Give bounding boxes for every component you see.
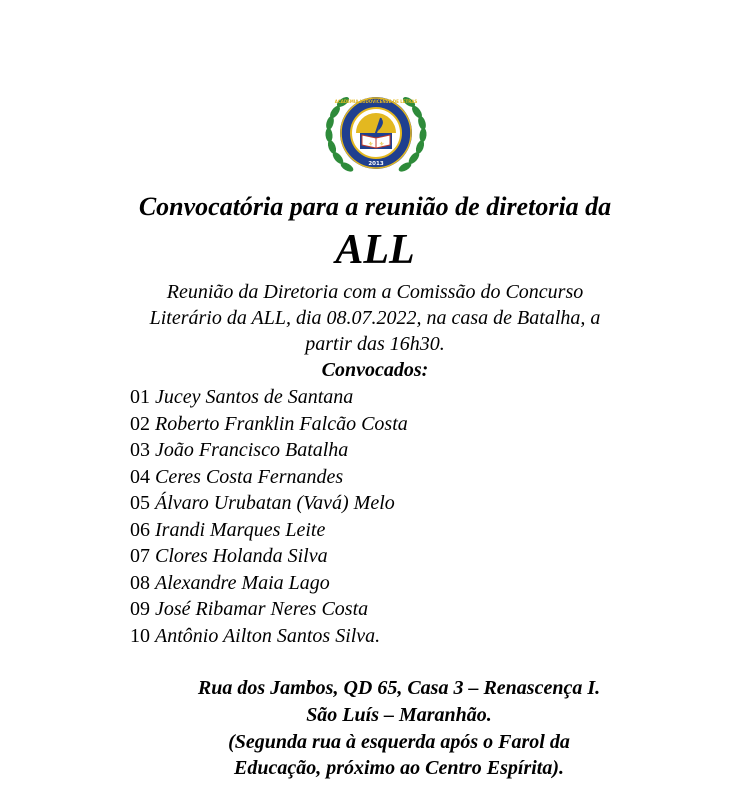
list-item — [130, 384, 408, 411]
academy-logo — [318, 85, 434, 185]
list-item-number: 02 — [130, 412, 150, 435]
list-item — [130, 490, 408, 517]
list-item-name: Clores Holanda Silva — [155, 545, 328, 567]
fleur-de-lis-icon: ⚜ — [368, 141, 374, 148]
list-item — [130, 464, 408, 491]
list-item-number: 06 — [130, 518, 150, 541]
list-item — [130, 596, 408, 623]
list-item — [130, 543, 408, 570]
list-item-number: 09 — [130, 598, 150, 620]
address-line-1: Rua dos Jambos, QD 65, Casa 3 – Renascença I. — [197, 677, 601, 699]
list-item-name: Roberto Franklin Falcão Costa — [155, 412, 408, 435]
title-line-1: Convocatória para a reunião de diretoria da — [138, 192, 612, 221]
convocados-heading: Convocados: — [321, 359, 429, 381]
list-item-name: Antônio Ailton Santos Silva. — [155, 624, 381, 647]
list-item-number: 10 — [130, 624, 150, 647]
description-line-3: partir das 16h30. — [305, 333, 445, 355]
list-item-number: 03 — [130, 439, 150, 461]
list-item-name: José Ribamar Neres Costa — [155, 598, 369, 620]
logo-ring-text: ACADEMIA LUDOVICENSE DE LETRAS — [334, 99, 418, 104]
list-item — [130, 623, 408, 650]
list-item-name: João Francisco Batalha — [155, 439, 349, 461]
title-line-2: ALL — [335, 227, 415, 273]
list-item — [130, 437, 408, 464]
svg-text:⚜: ⚜ — [379, 141, 385, 148]
logo-year: 2013 — [368, 161, 384, 167]
description-line-1: Reunião da Diretoria com a Comissão do Concurso — [166, 281, 584, 303]
list-item — [130, 517, 408, 544]
list-item-name: Jucey Santos de Santana — [155, 386, 354, 408]
list-item-number: 08 — [130, 571, 150, 594]
list-item-name: Ceres Costa Fernandes — [155, 465, 344, 488]
list-item-name: Álvaro Urubatan (Vavá) Melo — [155, 492, 395, 514]
list-item-number: 07 — [130, 545, 150, 567]
address-line-2: São Luís – Maranhão. — [306, 704, 492, 726]
list-item-name: Irandi Marques Leite — [155, 518, 326, 541]
list-item — [130, 570, 408, 597]
address-line-3: (Segunda rua à esquerda após o Farol da — [228, 731, 570, 753]
list-item — [130, 411, 408, 438]
address-line-4: Educação, próximo ao Centro Espírita). — [233, 757, 565, 779]
list-item-number: 05 — [130, 492, 150, 514]
list-item-name: Alexandre Maia Lago — [155, 571, 330, 594]
description-line-2: Literário da ALL, dia 08.07.2022, na casa de Batalha, a — [149, 307, 601, 329]
list-item-number: 01 — [130, 386, 150, 408]
list-item-number: 04 — [130, 465, 150, 488]
convocados-list — [130, 384, 408, 649]
